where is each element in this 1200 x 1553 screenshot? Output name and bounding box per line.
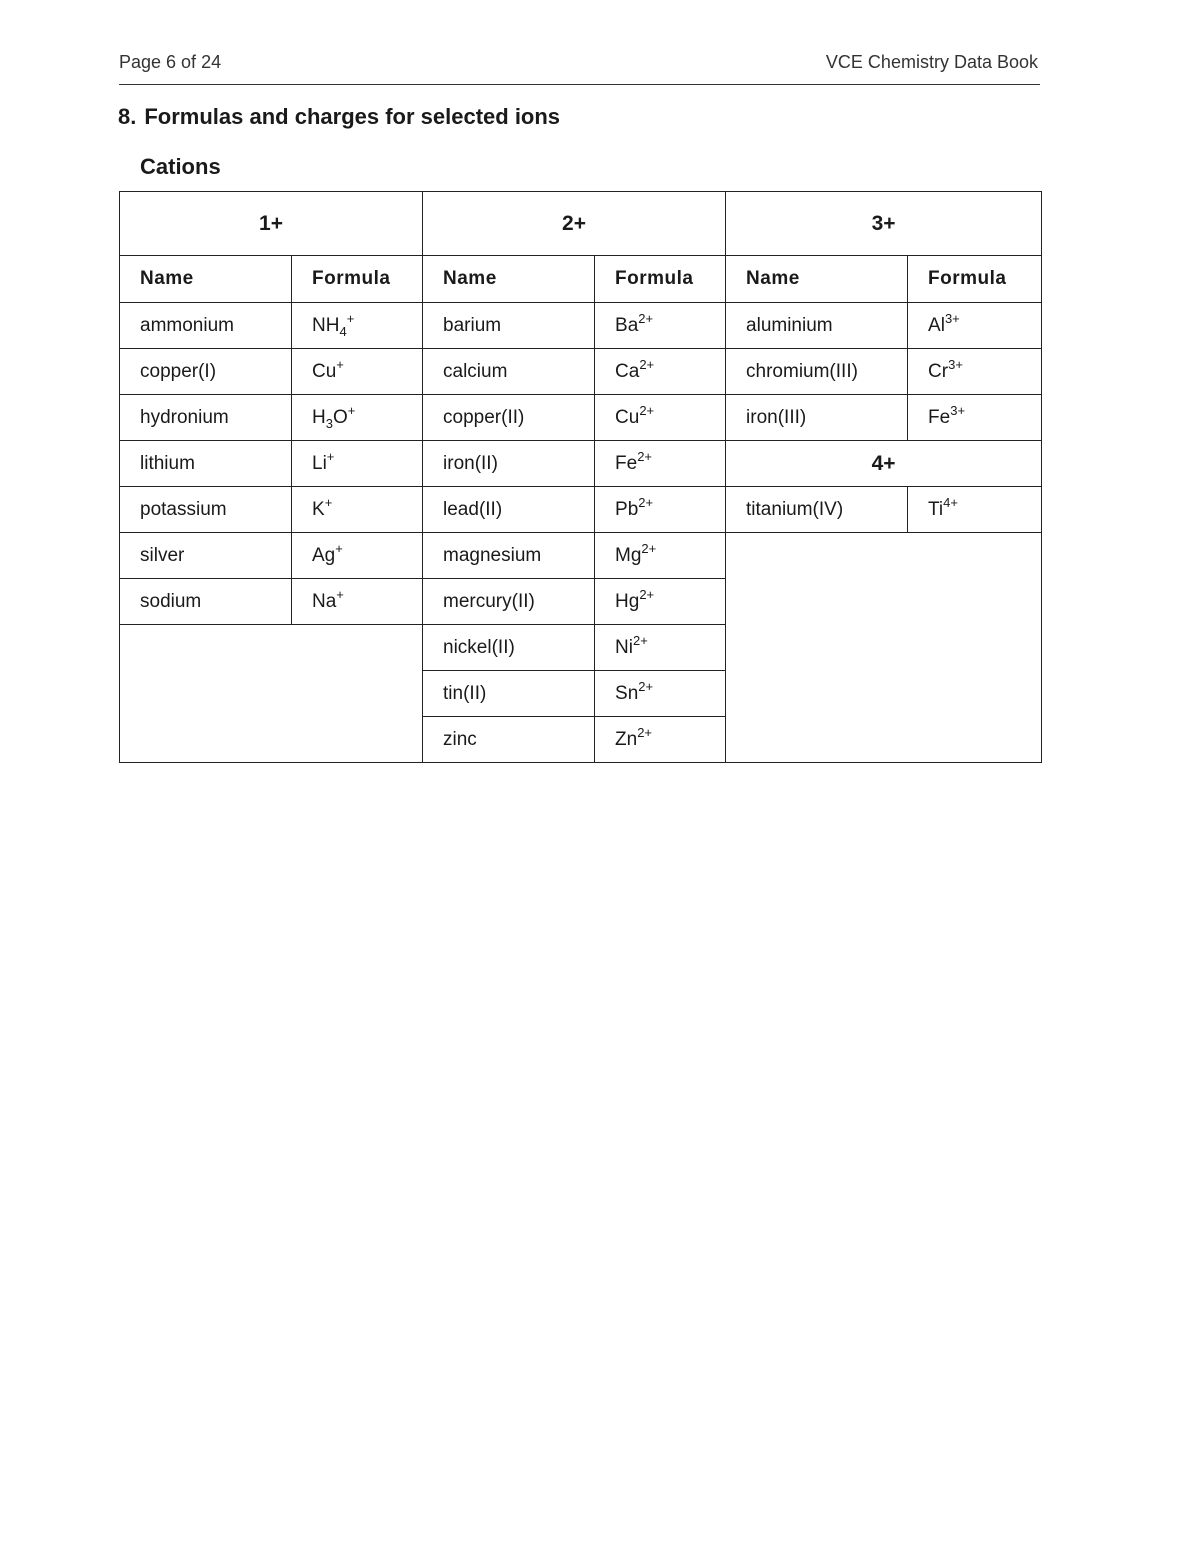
page-number: Page 6 of 24 (119, 52, 222, 72)
ion-formula: $Pb^{2+}$ (595, 487, 726, 533)
formula-column-header: Formula (595, 256, 726, 303)
ion-formula: $Ba^{2+}$ (595, 303, 726, 349)
charge-4-header: 4+ (726, 441, 1042, 487)
page-header (119, 52, 1040, 85)
ion-formula: $NH_4^+$ (292, 303, 423, 349)
cations-subheading: Cations (140, 154, 221, 179)
empty-cell (120, 625, 423, 763)
ion-formula: $Ni^{2+}$ (595, 625, 726, 671)
column-header-row (120, 256, 1042, 303)
ion-name: nickel(II) (423, 625, 595, 671)
ion-name: iron(II) (423, 441, 595, 487)
ion-formula: $Fe^{3+}$ (908, 395, 1042, 441)
ion-name: copper(II) (423, 395, 595, 441)
ion-formula: $Sn^{2+}$ (595, 671, 726, 717)
cations-table (119, 191, 1042, 763)
ion-name: silver (120, 533, 292, 579)
ion-name: barium (423, 303, 595, 349)
ion-formula: Na+ (292, 579, 423, 625)
name-column-header: Name (423, 256, 595, 303)
ion-name: lithium (120, 441, 292, 487)
ion-name: zinc (423, 717, 595, 763)
ion-formula: $Ca^{2+}$ (595, 349, 726, 395)
table-row (120, 441, 1042, 487)
ion-name: calcium (423, 349, 595, 395)
ion-formula: Cu+ (292, 349, 423, 395)
ion-name: sodium (120, 579, 292, 625)
ion-formula: K+ (292, 487, 423, 533)
table-row (120, 303, 1042, 349)
ion-formula: Li+ (292, 441, 423, 487)
ion-name: tin(II) (423, 671, 595, 717)
charge-1-header: 1+ (120, 192, 423, 256)
empty-cell (726, 533, 1042, 763)
ion-name: lead(II) (423, 487, 595, 533)
section-number: 8. (118, 104, 137, 129)
section-heading (118, 104, 560, 130)
table-row (120, 487, 1042, 533)
charge-header-row (120, 192, 1042, 256)
ion-name: magnesium (423, 533, 595, 579)
ion-name: mercury(II) (423, 579, 595, 625)
ion-formula: $Fe^{2+}$ (595, 441, 726, 487)
ion-name: chromium(III) (726, 349, 908, 395)
ion-name: hydronium (120, 395, 292, 441)
ion-formula: $Mg^{2+}$ (595, 533, 726, 579)
ion-formula: Ag+ (292, 533, 423, 579)
name-column-header: Name (120, 256, 292, 303)
ion-name: potassium (120, 487, 292, 533)
ion-name: titanium(IV) (726, 487, 908, 533)
table-row (120, 395, 1042, 441)
ion-formula: $Zn^{2+}$ (595, 717, 726, 763)
charge-2-header: 2+ (423, 192, 726, 256)
ion-formula: $Al^{3+}$ (908, 303, 1042, 349)
ion-formula: $Cr^{3+}$ (908, 349, 1042, 395)
name-column-header: Name (726, 256, 908, 303)
section-title: Formulas and charges for selected ions (144, 104, 561, 129)
table-row (120, 349, 1042, 395)
ion-formula: $Hg^{2+}$ (595, 579, 726, 625)
book-title: VCE Chemistry Data Book (825, 52, 1038, 72)
charge-3-header: 3+ (726, 192, 1042, 256)
ion-formula: $Ti^{4+}$ (908, 487, 1042, 533)
formula-column-header: Formula (292, 256, 423, 303)
table-row (120, 533, 1042, 579)
ion-name: iron(III) (726, 395, 908, 441)
ion-name: ammonium (120, 303, 292, 349)
ion-formula: $Cu^{2+}$ (595, 395, 726, 441)
formula-column-header: Formula (908, 256, 1042, 303)
ion-formula: $H_3O^+$ (292, 395, 423, 441)
ion-name: aluminium (726, 303, 908, 349)
ion-name: copper(I) (120, 349, 292, 395)
